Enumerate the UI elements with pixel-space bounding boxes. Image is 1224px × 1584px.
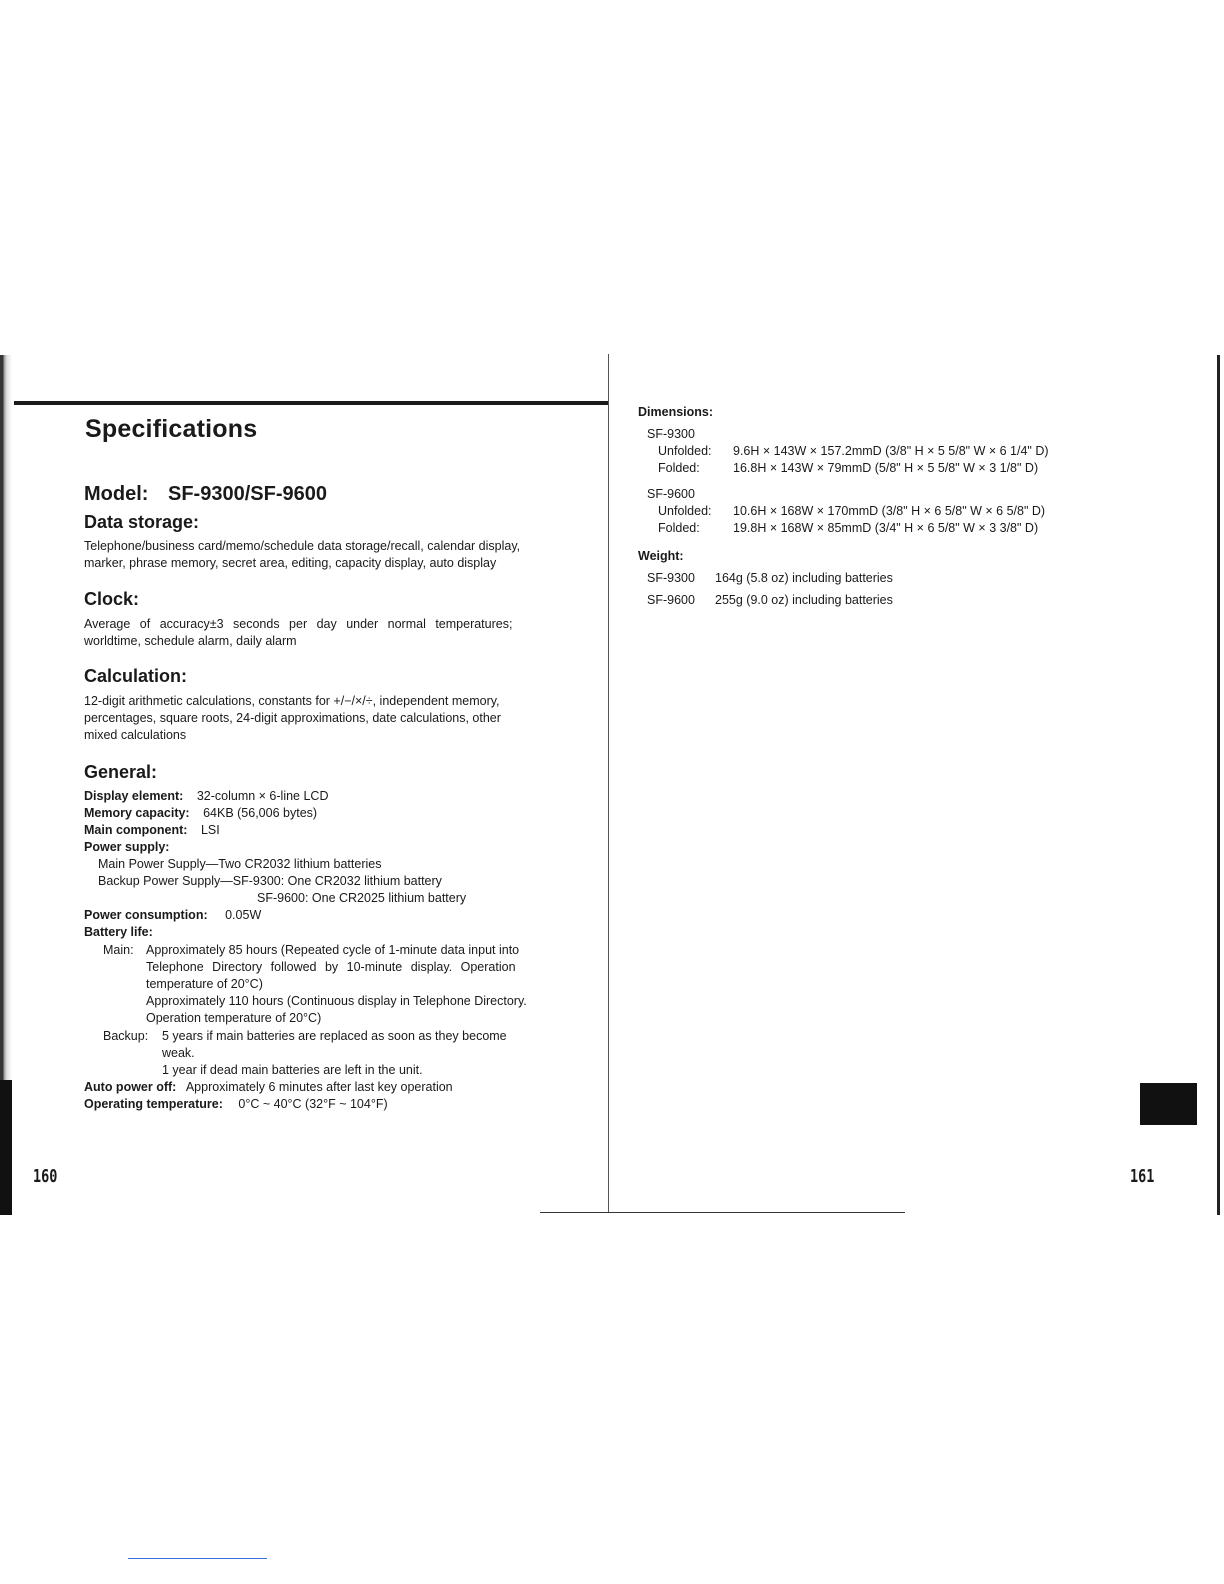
battery-backup-line: 5 years if main batteries are replaced as soon as they become (162, 1029, 507, 1043)
thumb-tab-marker (1140, 1083, 1197, 1125)
page-spine (608, 354, 609, 1212)
battery-main-line: Approximately 110 hours (Continuous display in Telephone Directory. (146, 994, 527, 1008)
battery-main-line: temperature of 20°C) (146, 977, 263, 991)
auto-power-off-label: Auto power off: (84, 1080, 177, 1094)
main-component-row (84, 822, 220, 839)
header-rule (14, 401, 608, 405)
memory-capacity-label: Memory capacity: (84, 806, 190, 820)
display-element-label: Display element: (84, 789, 184, 803)
weight-sf9600-value: 255g (9.0 oz) including batteries (715, 593, 893, 607)
weight-sf9600-label: SF-9600 (647, 593, 695, 607)
main-power-supply: Main Power Supply—Two CR2032 lithium batteries (98, 857, 382, 871)
operating-temperature-value: 0°C ~ 40°C (32°F ~ 104°F) (238, 1097, 388, 1111)
binding-edge-dark (0, 1080, 12, 1215)
main-component-value: LSI (200, 823, 220, 837)
memory-capacity-row (84, 805, 317, 822)
main-component-label: Main component: (84, 823, 188, 837)
calculation-line: percentages, square roots, 24-digit approximations, date calculations, other (84, 711, 501, 725)
sf9600-unfolded-value: 10.6H × 168W × 170mmD (3/8" H × 6 5/8" W × 6 5/8" D) (733, 504, 1046, 518)
bottom-underline (128, 1558, 267, 1559)
memory-capacity-value: 64KB (56,006 bytes) (203, 806, 318, 820)
model-heading (84, 483, 327, 506)
page-number-left: 160 (33, 1166, 58, 1187)
weight-sf9300-label: SF-9300 (647, 571, 695, 585)
sf9300-folded-value: 16.8H × 143W × 79mmD (5/8" H × 5 5/8" W × 3 1/8" D) (733, 461, 1039, 475)
battery-backup-line: weak. (162, 1046, 195, 1060)
clock-heading: Clock: (84, 589, 140, 609)
clock-line: Average of accuracy±3 seconds per day under normal temperatures; (84, 617, 513, 631)
page-number-right: 161 (1130, 1166, 1155, 1187)
right-page-edge (1217, 355, 1220, 1215)
dimensions-sf9600-label: SF-9600 (647, 487, 695, 501)
page-title: Specifications (85, 415, 258, 443)
battery-backup-line: 1 year if dead main batteries are left in the unit. (162, 1063, 423, 1077)
data-storage-heading: Data storage: (84, 512, 200, 532)
calculation-heading: Calculation: (84, 666, 188, 686)
operating-temperature-row (84, 1096, 388, 1113)
clock-line: worldtime, schedule alarm, daily alarm (84, 634, 297, 648)
data-storage-line: marker, phrase memory, secret area, editing, capacity display, auto display (84, 556, 497, 570)
auto-power-off-value: Approximately 6 minutes after last key operation (185, 1080, 453, 1094)
power-consumption-label: Power consumption: (84, 908, 208, 922)
model-value: SF-9300/SF-9600 (168, 483, 327, 505)
calculation-line: 12-digit arithmetic calculations, constants for +/−/×/÷, independent memory, (84, 694, 500, 708)
weight-heading: Weight: (638, 549, 684, 563)
power-consumption-value: 0.05W (225, 908, 262, 922)
battery-backup-label: Backup: (103, 1029, 149, 1043)
general-heading: General: (84, 762, 158, 782)
footer-rule (540, 1212, 905, 1213)
sf9300-folded-label: Folded: (658, 461, 700, 475)
backup-power-supply: Backup Power Supply—SF-9300: One CR2032 lithium battery (98, 874, 442, 888)
display-element-row (84, 788, 329, 805)
weight-sf9300-value: 164g (5.8 oz) including batteries (715, 571, 893, 585)
display-element-value: 32-column × 6-line LCD (196, 789, 329, 803)
battery-main-line: Operation temperature of 20°C) (146, 1011, 322, 1025)
sf9600-folded-label: Folded: (658, 521, 700, 535)
sf9300-unfolded-label: Unfolded: (658, 444, 712, 458)
operating-temperature-label: Operating temperature: (84, 1097, 223, 1111)
auto-power-off-row (84, 1079, 453, 1096)
backup-power-supply-sf9600: SF-9600: One CR2025 lithium battery (257, 891, 467, 905)
power-supply-label: Power supply: (84, 840, 170, 854)
power-consumption-row (84, 907, 261, 924)
dimensions-sf9300-label: SF-9300 (647, 427, 695, 441)
calculation-line: mixed calculations (84, 728, 187, 742)
sf9600-folded-value: 19.8H × 168W × 85mmD (3/4" H × 6 5/8" W × 3 3/8" D) (733, 521, 1039, 535)
model-label: Model: (84, 483, 149, 505)
sf9600-unfolded-label: Unfolded: (658, 504, 712, 518)
battery-main-label: Main: (103, 943, 134, 957)
battery-main-line: Approximately 85 hours (Repeated cycle of 1-minute data input into (146, 943, 520, 957)
battery-main-line: Telephone Directory followed by 10-minute display. Operation (146, 960, 516, 974)
dimensions-heading: Dimensions: (638, 405, 714, 419)
sf9300-unfolded-value: 9.6H × 143W × 157.2mmD (3/8" H × 5 5/8" W × 6 1/4" D) (733, 444, 1049, 458)
data-storage-line: Telephone/business card/memo/schedule data storage/recall, calendar display, (84, 539, 521, 553)
battery-life-label: Battery life: (84, 925, 153, 939)
